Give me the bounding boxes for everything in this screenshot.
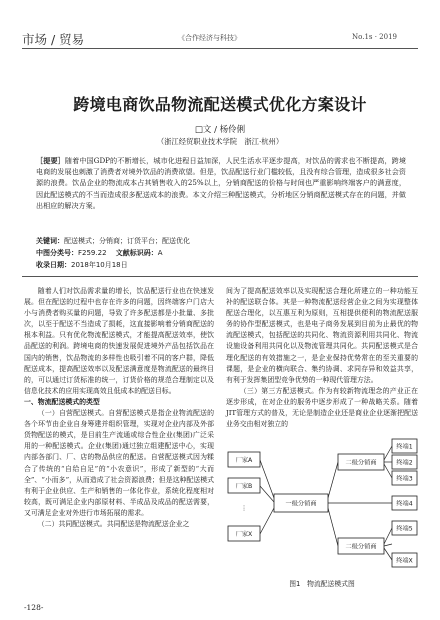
issue-number: No.1s · 2019	[352, 33, 397, 41]
distribution-diagram	[226, 438, 418, 570]
header-rule	[22, 48, 418, 49]
second-tier-label: 二级分销商	[345, 543, 377, 551]
received-label: 收录日期：	[36, 261, 71, 269]
abstract	[36, 155, 406, 211]
subsection-heading: （一）自营配送模式。	[37, 409, 109, 418]
body-paragraph: （一）自营配送模式。自营配送模式是指企业物流配送的各个环节由企业自身筹建并组织管理，实现对企业内部及外部货物配送的模式，是目前生产流通或综合性企业(集团)广泛采用的一种配送模式。企业(集团)通过独立组建配送中心，实现内部各部门、厂、店的物品供应的配送。自营配送模式因为糅合了传统的“自给自足”的“小农意识”，形成了新型的“大而全”、“小而多”，从而造成了社会资源浪费；但是这种配送模式有利于企业供应、生产和销售的一体化作业，系统化程度相对较高，既可满足企业内部原材料、半成品及成品的配送需要，又可满足企业对外进行市场拓展的需求。	[24, 409, 214, 517]
page-number: -128-	[24, 603, 44, 612]
subsection-heading: （三）第三方配送模式。	[239, 386, 319, 395]
factory-label: 厂家B	[235, 483, 253, 490]
received-date: 2018年10月18日	[71, 261, 128, 269]
article-affiliation: （浙江经贸职业技术学院 浙江·杭州）	[156, 137, 284, 146]
terminal-label: 终端2	[396, 459, 413, 467]
keywords-label: 关键词：	[36, 237, 64, 245]
figure-caption: 图1 物流配送模式图	[289, 580, 355, 588]
right-column	[226, 286, 418, 430]
body-paragraph: 间为了提高配送效率以及实现配送合理化所建立的一种功能互补的配送联合体。其是一种物流配送经营企业之间为实现整体配送合理化，以互惠互利为原则，互相提供便利的物流配送服务的协作型配送模式，也是电子商务发展到目前为止最优的物流配送模式，包括配送的共同化、物流资源利用共同化、物流设施设备利用共同化以及物流管理共同化。共同配送模式是合理化配送的有效措施之一，是企业保持优势常在的至关重要的课题，是企业的横向联合、集约协调、求同存异和效益共享，有利于发挥集团型竞争优势的一种现代管理方法。	[226, 287, 418, 384]
terminal-label: 终端4	[396, 500, 413, 508]
first-tier-label: 一级分销商	[285, 500, 317, 508]
abstract-rule	[22, 276, 418, 277]
classification-line	[36, 248, 406, 258]
left-column	[24, 286, 214, 530]
keywords-line	[36, 236, 406, 246]
section-heading: 一、物流配送模式的类型	[24, 397, 100, 406]
factory-label: 厂家X	[235, 531, 253, 538]
body-paragraph: （三）第三方配送模式。作为有较新物流理念的产业正在逐步形成，在对企业的服务中逐步形成了一种战略关系。随着JIT管理方式的普及，无论是制造企业还是商业企业逐渐把配送业务交由相对独立的	[226, 386, 419, 429]
received-line	[36, 260, 406, 270]
article-author: □文 / 杨伶俐	[194, 125, 246, 135]
section-name: 市场 / 贸易	[22, 32, 85, 47]
abstract-label: ［提要］	[36, 156, 65, 165]
body-paragraph: （二）共同配送模式。共同配送是物流配送企业之	[37, 519, 190, 528]
journal-name: 《合作经济与科技》	[178, 34, 241, 42]
factory-ellipsis: ⋮	[240, 505, 248, 512]
terminal-label: 终端X	[396, 557, 413, 565]
terminal-label: 终端5	[396, 525, 413, 533]
factory-label: 厂家A	[235, 457, 253, 464]
class-label: 中图分类号：	[36, 249, 78, 257]
subsection-heading: （二）共同配送模式。	[37, 519, 107, 528]
abstract-text: 随着中国GDP的不断增长，城市化进程日益加深，人民生活水平逐步提高，对饮品的需求也不断提高，跨境电商的发展也刺激了消费者对境外饮品的消费欲望。但是，饮品配送行业门槛较低，且没有综合管理，造成很多社会资源的浪费。饮品企业的物流成本占其销售收入的25%以上，分销商配送的价格与时间也严重影响终端客户的满意度，因此配送模式的不当而造成很多配送成本的浪费。本文介绍三种配送模式，分析地区分销商配送模式存在的问题，并做出相应的解决方案。	[36, 156, 407, 210]
terminal-label: 终端3	[396, 475, 413, 483]
body-paragraph: 随着人们对饮品需求量的增长，饮品配送行业也在快速发展。但在配送的过程中也存在许多的问题，因终端客户门店大小与消费者购买量的问题，导致了许多配送都是小批量、多批次，以至于配送不当造成了损耗，这直接影响着分销商配送的根本利益。只有优化物流配送模式，才能提高配送效率，使饮品配送的利润。跨境电商的快速发展促进境外产品包括饮品在国内的销售，饮品物流的多样性也吸引着不同的客户群，降低配送成本，提高配送效率以及配送满意度是物流配送的最终目的，可以通过订货标准的统一，订货价格的规范合理制定以及信息化技术的应用实现高效且低成本的配送目标。	[24, 287, 214, 395]
doc-label: 文献标识码：	[115, 249, 158, 257]
keywords: 配送模式；分销商；订货平台；配送优化	[64, 237, 190, 245]
class-code: F259.22	[78, 249, 107, 257]
article-title: 跨境电商饮品物流配送模式优化方案设计	[73, 95, 367, 114]
terminal-label: 终端1	[396, 443, 413, 451]
second-tier-label: 二级分销商	[345, 459, 377, 467]
doc-code: A	[157, 249, 163, 257]
